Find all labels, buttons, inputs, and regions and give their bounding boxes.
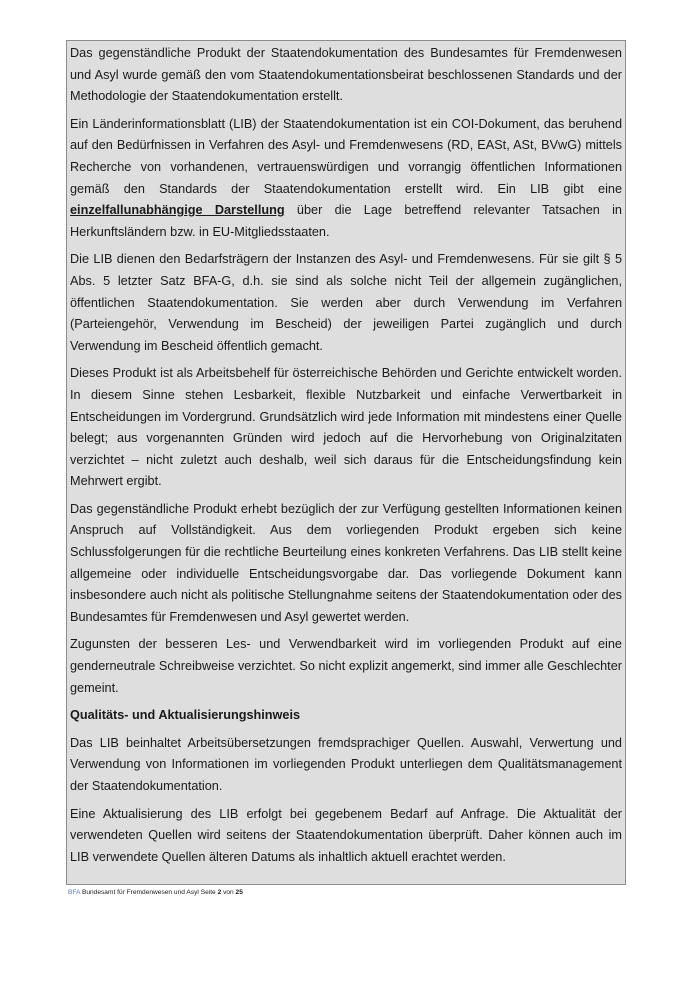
paragraph-lib-definition bbox=[70, 114, 622, 244]
disclaimer-box bbox=[66, 40, 626, 885]
page-footer bbox=[68, 889, 243, 896]
footer-page-current: 2 bbox=[217, 889, 222, 896]
paragraph-lib-definition-part-b: über die Lage betreffend relevanter Tatsachen in Herkunftsländern bzw. in EU-Mitgliedsstaaten. bbox=[70, 203, 622, 239]
paragraph-update-note: Eine Aktualisierung des LIB erfolgt bei gegebenem Bedarf auf Anfrage. Die Aktualität der verwendeten Quellen wird seitens der Staatendokumentation überprüft. Daher können auch im LIB verwendete Quellen älteren Datums als inhaltlich aktuell erachtet werden. bbox=[70, 806, 622, 864]
footer-brand: BFA bbox=[68, 889, 81, 896]
footer-page-total: 25 bbox=[235, 889, 243, 896]
footer-page-of: von bbox=[221, 889, 236, 896]
quality-heading: Qualitäts- und Aktualisierungshinweis bbox=[70, 708, 301, 723]
paragraph-lib-usage: Die LIB dienen den Bedarfsträgern der Instanzen des Asyl- und Fremdenwesens. Für sie gilt § 5 Abs. 5 letzter Satz BFA-G, d.h. sie sind als solche nicht Teil der allgemein zugänglichen, öffentlichen Staatendokumentation. Sie werden aber durch Verwendung im Verfahren (Parteiengehör, Verwendung im Bescheid) der jeweiligen Partei zugänglich und durch Verwendung im Bescheid öffentlich gemacht. bbox=[70, 252, 622, 353]
paragraph-product-purpose: Dieses Produkt ist als Arbeitsbehelf für österreichische Behörden und Gerichte entwickelt worden. In diesem Sinne stehen Lesbarkeit, flexible Nutzbarkeit und einfache Verwertbarkeit in Entscheidungen im Vordergrund. Grundsätzlich wird jede Information mit mindestens einer Quelle belegt; aus vorgenannten Gründen wird jedoch auf die Hervorhebung von Originalzitaten verzichtet – nicht zuletzt auch deshalb, weil sich daraus für die Entscheidungsfindung kein Mehrwert ergibt. bbox=[70, 366, 622, 489]
paragraph-lib-definition-part-a: Ein Länderinformationsblatt (LIB) der Staatendokumentation ist ein COI-Dokument, das beruhend auf den Bedürfnissen in Verfahren des Asyl- und Fremdenwesens (RD, EASt, ASt, BVwG) mittels Recherche von vorhandenen, vertrauenswürdigen und vorrangig öffentlichen Informationen gemäß den Standards der Staatendokumentation erstellt wird. Ein LIB gibt eine bbox=[70, 116, 622, 196]
paragraph-translations: Das LIB beinhaltet Arbeitsübersetzungen fremdsprachiger Quellen. Auswahl, Verwertung und Verwendung von Informationen im vorliegenden Produkt unterliegen dem Qualitätsmanagement der Staatendokumentation. bbox=[70, 735, 622, 793]
paragraph-methodology: Das gegenständliche Produkt der Staatendokumentation des Bundesamtes für Fremdenwesen und Asyl wurde gemäß den vom Staatendokumentationsbeirat beschlossenen Standards und der Methodologie der Staatendokumentation erstellt. bbox=[70, 46, 622, 104]
emphasis-einzelfall: einzelfallunabhängige Darstellung bbox=[70, 203, 285, 218]
paragraph-completeness: Das gegenständliche Produkt erhebt bezüglich der zur Verfügung gestellten Informationen keinen Anspruch auf Vollständigkeit. Aus dem vorliegenden Produkt ergeben sich keine Schlussfolgerungen für die rechtliche Beurteilung eines konkreten Verfahrens. Das LIB stellt keine allgemeine oder individuelle Entscheidungsvorgabe dar. Das vorliegende Dokument kann insbesondere auch nicht als politische Stellungnahme seitens der Staatendokumentation oder des Bundesamtes für Fremdenwesen und Asyl gewertet werden. bbox=[70, 501, 622, 624]
footer-org-name: Bundesamt für Fremdenwesen und Asyl bbox=[80, 889, 199, 896]
footer-page-word: Seite bbox=[198, 889, 218, 896]
paragraph-gender-note: Zugunsten der besseren Les- und Verwendbarkeit wird im vorliegenden Produkt auf eine genderneutrale Schreibweise verzichtet. So nicht explizit angemerkt, sind immer alle Geschlechter gemeint. bbox=[70, 637, 622, 695]
